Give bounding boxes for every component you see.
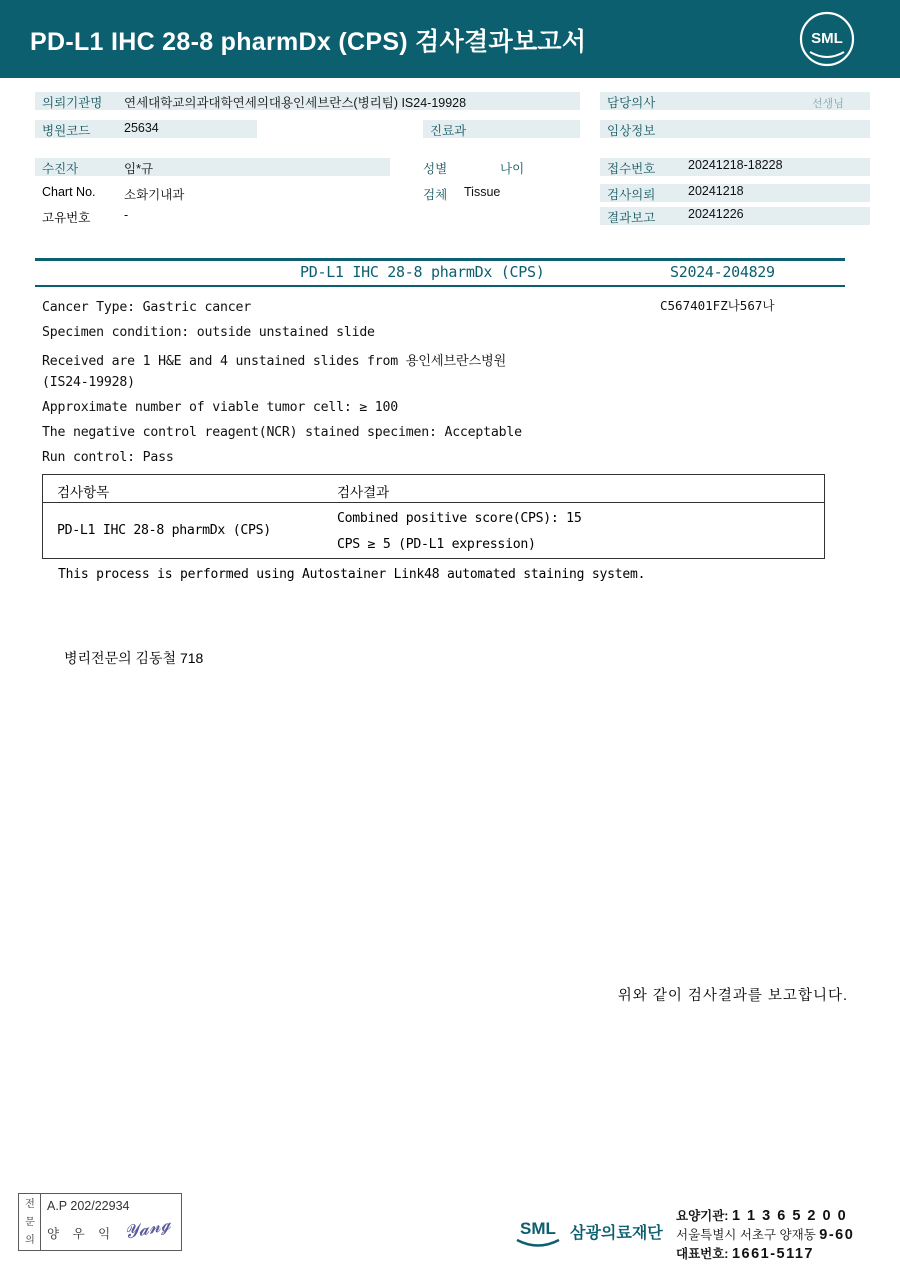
footer-contact-info <box>676 1207 854 1264</box>
footer-sml-logo-icon <box>512 1215 564 1249</box>
approval-stamp <box>18 1193 182 1251</box>
page-header <box>0 0 900 78</box>
report-rule-bottom <box>35 285 845 287</box>
svg-text:SML: SML <box>520 1219 556 1238</box>
report-line-5: Approximate number of viable tumor cell: ≥ 100 <box>42 400 399 415</box>
footer-provider-value: 1 1 3 6 5 2 0 0 <box>731 1208 848 1224</box>
footer-tel-line <box>676 1245 854 1264</box>
report-barcode-id: C567401FZ나567나 <box>660 298 775 313</box>
report-accession-number: S2024-204829 <box>670 263 775 281</box>
report-line-7: Run control: Pass <box>42 450 174 465</box>
footer-org-name: 삼광의료재단 <box>570 1225 663 1242</box>
report-line-2: Specimen condition: outside unstained slide <box>42 325 375 340</box>
sex-label: 성별 <box>423 162 448 176</box>
result-table-header <box>43 475 824 503</box>
stamp-side-text: 전문의 <box>25 1199 35 1246</box>
uid-label: 고유번호 <box>42 211 91 225</box>
footer-provider-line <box>676 1207 854 1226</box>
request-value: 20241218 <box>688 184 744 198</box>
doctor-label: 담당의사 <box>607 96 656 110</box>
org-value: 연세대학교의과대학연세의대용인세브란스(병리팀) IS24-19928 <box>124 96 467 110</box>
dept-label: 진료과 <box>430 124 467 138</box>
result-table <box>42 474 825 559</box>
result-table-header-item: 검사항목 <box>57 485 110 500</box>
uid-value: - <box>124 208 129 222</box>
patient-info-block <box>0 92 900 242</box>
result-value-interpretation: CPS ≥ 5 (PD-L1 expression) <box>337 537 536 552</box>
result-value-cps: Combined positive score(CPS): 15 <box>337 511 582 526</box>
closing-statement: 위와 같이 검사결과를 보고합니다. <box>617 988 848 1004</box>
chart-value: 소화기내과 <box>124 188 185 202</box>
reception-value: 20241218-18228 <box>688 158 783 172</box>
report-test-title: PD-L1 IHC 28-8 pharmDx (CPS) <box>300 263 545 281</box>
doctor-value: 선생님 <box>812 98 844 110</box>
result-item-name: PD-L1 IHC 28-8 pharmDx (CPS) <box>57 523 271 538</box>
reception-label: 접수번호 <box>607 162 656 176</box>
stamp-divider <box>40 1194 41 1250</box>
stamp-license-number: A.P 202/22934 <box>47 1199 130 1213</box>
patient-field-bg <box>35 158 390 176</box>
report-label: 결과보고 <box>607 211 656 225</box>
stamp-name: 양 우 익 <box>47 1227 116 1241</box>
age-label: 나이 <box>500 162 525 176</box>
report-rule-top <box>35 258 845 261</box>
report-line-3: Received are 1 H&E and 4 unstained slides from 용인세브란스병원 <box>42 354 507 369</box>
patient-value: 임*규 <box>124 162 154 176</box>
specimen-value: Tissue <box>464 185 501 199</box>
footer-tel-value: 1661-5117 <box>731 1246 814 1262</box>
pathologist-signature-line: 병리전문의 김동철 718 <box>64 650 204 666</box>
patient-label: 수진자 <box>42 162 79 176</box>
method-note: This process is performed using Autostainer Link48 automated staining system. <box>58 567 646 582</box>
footer-address-line <box>676 1226 854 1245</box>
chart-label: Chart No. <box>42 185 96 199</box>
request-label: 검사의뢰 <box>607 188 656 202</box>
footer-tel-label: 대표번호: <box>676 1247 729 1261</box>
result-table-header-result: 검사결과 <box>337 485 390 500</box>
report-line-6: The negative control reagent(NCR) stained specimen: Acceptable <box>42 425 522 440</box>
specimen-label: 검체 <box>423 188 448 202</box>
page-title: PD-L1 IHC 28-8 pharmDx (CPS) 검사결과보고서 <box>30 28 587 56</box>
footer-address-suffix: 9-60 <box>819 1227 855 1243</box>
hospital-code-value: 25634 <box>124 121 159 135</box>
handwritten-signature-icon: 𝓨𝓪𝓷𝓰 <box>122 1213 173 1244</box>
footer-provider-label: 요양기관: <box>676 1209 729 1223</box>
svg-text:SML: SML <box>811 30 843 47</box>
sml-logo-icon <box>796 10 858 68</box>
footer-address: 서울특별시 서초구 양재동 <box>676 1228 816 1242</box>
hospital-code-label: 병원코드 <box>42 124 91 138</box>
report-line-4: (IS24-19928) <box>42 375 135 390</box>
report-line-1: Cancer Type: Gastric cancer <box>42 300 251 315</box>
clinical-label: 임상정보 <box>607 124 656 138</box>
org-label: 의뢰기관명 <box>42 96 103 110</box>
report-value: 20241226 <box>688 207 744 221</box>
